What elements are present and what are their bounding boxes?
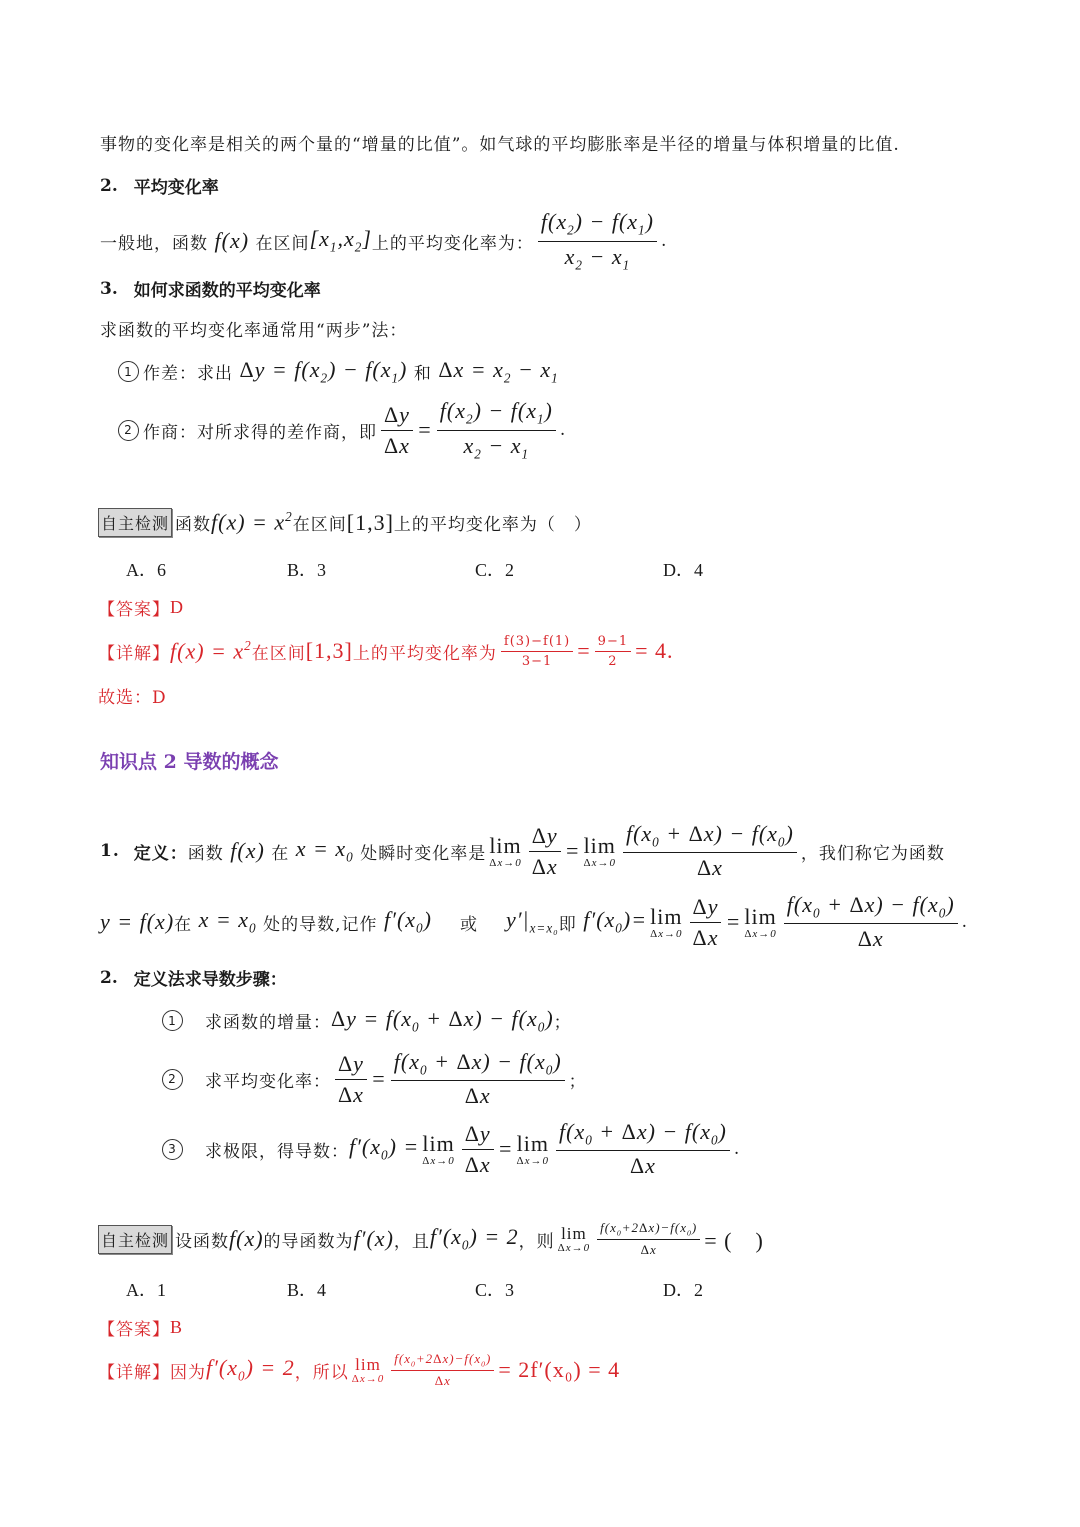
function-formula: $f(x) = x^2$ [211, 509, 293, 535]
function-formula: $f(x) = x^2$ [170, 637, 252, 664]
interval: [1,3] [305, 638, 353, 663]
function-formula: y = f(x) [100, 909, 175, 934]
text: 或 [459, 914, 478, 935]
derivative-value: $f'(x_0) = 2$ [429, 1224, 519, 1253]
quiz-2-option-c[interactable]: C．3 [475, 1280, 515, 1300]
dy-dx-fraction: $\frac{\Delta y}{\Delta x}$ [335, 1051, 367, 1108]
limit-operator: lim Δx→0 [422, 1131, 455, 1167]
answer-value: B [170, 1317, 184, 1337]
detail-label: 【详解】 [98, 643, 170, 664]
text: 函数 [175, 515, 212, 535]
text: 因为 [170, 1362, 206, 1383]
answer-label: 【答案】 [98, 1320, 170, 1340]
limit-operator: lim Δx→0 [351, 1355, 385, 1385]
section-number: 2. [100, 967, 118, 988]
answer-label: 【答案】 [98, 600, 170, 620]
quotient-fraction: $\frac{f(x_2) - f(x_1)}{x_2 - x_1}$ [437, 398, 556, 462]
detail-result: = 2f′(x₀) = 4 [498, 1357, 621, 1382]
quiz-1-option-b[interactable]: B．3 [287, 560, 327, 580]
dy-dx-fraction: $\frac{\Delta y}{\Delta x}$ [381, 402, 413, 459]
interval: [1,3] [346, 509, 394, 535]
quiz-2-option-b[interactable]: B．4 [287, 1280, 327, 1300]
step-quotient: 2 作商：对所求得的差作商，即 $\frac{\Delta y}{\Delta x}$ = $\frac{f(x_2) - f(x_1)}{x_2 - x_1}$ . [118, 400, 566, 460]
intro-text: 事物的变化率是相关的两个量的“增量的比值”。如气球的平均膨胀率是半径的增量与体积增量的比值. [100, 135, 900, 155]
derivative-definition-line-1: 1. 定义： 函数 f(x) 在 $x = x_0$ 处瞬时变化率是 lim Δx→0 $\frac{\Delta y}{\Delta x}$ = lim Δx→0 $\frac{f(x_0 + \Delta x) - f(x_0)}{\Delta x}$ ，我们称它为函数 [100, 820, 945, 881]
text: 在 [174, 914, 193, 935]
step-label: 作商：对所求得的差作商，即 [143, 422, 377, 443]
function-symbol: f(x) [208, 228, 256, 253]
text: ，所以 [294, 1362, 349, 1383]
quiz-1-question [98, 508, 592, 537]
text: 设函数 [175, 1231, 230, 1252]
dy-dx-fraction: $\frac{\Delta y}{\Delta x}$ [462, 1121, 494, 1178]
section-title: 平均变化率 [133, 178, 219, 198]
derivative-function: f′(x) [353, 1226, 394, 1251]
derivative-step-3: 3 求极限，得导数： $f'(x_0)$ = lim Δx→0 $\frac{\Delta y}{\Delta x}$ = lim Δx→0 $\frac{f(x_0 + \Delta x) - f(x_0)}{\Delta x}$ . [162, 1120, 740, 1178]
section-title: 定义法求导数步骤： [133, 970, 287, 990]
limit-operator: lim Δx→0 [650, 904, 683, 940]
difference-quotient: $\frac{f(x_0 + \Delta x) - f(x_0)}{\Delta x}$ [623, 821, 797, 881]
difference-quotient: $\frac{f(x_0 + \Delta x) - f(x_0)}{\Delta x}$ [556, 1119, 730, 1179]
quiz-2-question [98, 1220, 764, 1258]
rate-fraction: $\frac{f(3)-f(1)}{3-1}$ [501, 634, 573, 669]
derivative-symbol: $f'(x_0)$ [377, 907, 432, 936]
text: ，且 [393, 1231, 430, 1252]
knowledge-point-2-title: 知识点 2 导数的概念 [100, 751, 279, 773]
limit-operator: lim Δx→0 [516, 1131, 549, 1167]
function-symbol: f(x) [223, 838, 272, 863]
derivative-symbol: $f'(x_0)=$ [576, 907, 648, 936]
limit-fraction: $\frac{f(x_0+2\Delta x)-f(x_0)}{\Delta x}$ [597, 1220, 700, 1259]
limit-fraction: $\frac{f(x_0+2\Delta x)-f(x_0)}{\Delta x}$ [391, 1351, 494, 1390]
text: 在区间 [251, 643, 306, 664]
derivative-steps-heading [100, 965, 287, 990]
point-formula: $x = x_0$ [289, 836, 354, 865]
step-label: 求函数的增量： [205, 1013, 331, 1034]
quiz-1-option-d[interactable]: D．4 [663, 560, 703, 580]
limit-operator: lim Δx→0 [744, 904, 777, 940]
derivative-step-2: 2 求平均变化率： $\frac{\Delta y}{\Delta x}$ = $\frac{f(x_0 + \Delta x) - f(x_0)}{\Delta x}$ ； [162, 1050, 587, 1108]
text: 上的平均变化率为 [352, 643, 497, 664]
section-number: 1. [100, 841, 120, 861]
text: 在区间 [292, 515, 347, 535]
quiz-2-option-a[interactable]: A．1 [126, 1280, 166, 1300]
text: 处瞬时变化率是 [360, 843, 487, 864]
text: ，我们称它为函数 [800, 843, 945, 864]
text: 上的平均变化率为： [371, 233, 534, 254]
quiz-1-conclusion: 故选：D [98, 688, 167, 708]
section-number: 2. [100, 175, 118, 196]
derivative-symbol: $f'(x_0)$ = [349, 1134, 420, 1163]
dy-dx-fraction: $\frac{\Delta y}{\Delta x}$ [529, 823, 561, 880]
text: 处的导数,记作 [263, 914, 378, 935]
conjunction: 和 [413, 364, 432, 385]
limit-operator: lim Δx→0 [489, 833, 522, 869]
derivative-alt-symbol: $y'|_{x=x_0}$ [505, 907, 559, 936]
two-step-intro: 求函数的平均变化率通常用“两步”法： [100, 321, 408, 341]
detail-result: = 4. [635, 638, 674, 663]
difference-quotient: $\frac{f(x_0 + \Delta x) - f(x_0)}{\Delta x}$ [784, 892, 958, 952]
text: 即 [558, 914, 577, 935]
circled-two-icon: 2 [162, 1069, 183, 1090]
dy-dx-fraction: $\frac{\Delta y}{\Delta x}$ [690, 894, 722, 951]
increment-formula: $\Delta y = f(x_0 + \Delta x) - f(x_0)$ [331, 1006, 554, 1035]
text: = ( ) [704, 1227, 764, 1253]
text: 的导函数为 [263, 1231, 354, 1252]
text: ，则 [518, 1231, 555, 1252]
section-3-heading [100, 276, 321, 301]
step-label: 求极限，得导数： [205, 1141, 349, 1162]
difference-quotient: $\frac{f(x_0 + \Delta x) - f(x_0)}{\Delta x}$ [391, 1049, 565, 1109]
quiz-2-option-d[interactable]: D．2 [663, 1280, 703, 1300]
circled-one-icon: 1 [118, 361, 139, 382]
average-rate-fraction: $\frac{f(x_2) - f(x_1)}{x_2 - x_1}$ [538, 209, 657, 273]
self-check-badge: 自主检测 [98, 508, 172, 537]
derivative-definition-line-2: y = f(x) 在 $x = x_0$ 处的导数,记作 $f'(x_0)$ 或 $y'|_{x=x_0}$ 即 $f'(x_0)=$ lim Δx→0 $\frac{\Delta y}{\Delta x}$ = lim Δx→0 $\frac{f(x_0 + \Delta x) - f(x_0)}{\Delta x}$ . [100, 891, 969, 952]
section-number: 3. [100, 278, 118, 299]
point-formula: $x = x_0$ [192, 907, 257, 936]
function-symbol: f(x) [229, 1226, 264, 1251]
text: 上的平均变化率为（ ） [393, 515, 592, 535]
delta-x-formula: $\Delta x = x_2 - x_1$ [438, 357, 559, 386]
derivative-value: $f'(x_0) = 2$ [206, 1355, 295, 1384]
answer-value: D [170, 597, 184, 617]
delta-y-formula: $\Delta y = f(x_2) - f(x_1)$ [239, 357, 414, 386]
detail-label: 【详解】 [98, 1362, 170, 1383]
definition-title: 定义： [133, 843, 188, 864]
quiz-1-detail: 【详解】 $f(x) = x^2$ 在区间 [1,3] 上的平均变化率为 $\frac{f(3)-f(1)}{3-1}$ = $\frac{9-1}{2}$ = 4. [98, 633, 674, 669]
text: 在区间 [255, 233, 310, 254]
self-check-badge: 自主检测 [98, 1225, 172, 1254]
step-label: 求平均变化率： [205, 1071, 331, 1092]
section-2-heading [100, 173, 219, 198]
quiz-1-answer [98, 595, 184, 620]
average-rate-definition: 一般地，函数 f(x) 在区间 $[x_1,x_2]$ 上的平均变化率为： $\frac{f(x_2) - f(x_1)}{x_2 - x_1}$ . [100, 209, 668, 272]
interval-formula: $[x_1,x_2]$ [309, 226, 372, 255]
text: 一般地，函数 [100, 233, 208, 254]
derivative-step-1: 1 求函数的增量： $\Delta y = f(x_0 + \Delta x) - f(x_0)$ ； [162, 1006, 572, 1035]
quiz-2-answer [98, 1315, 183, 1340]
value-fraction: $\frac{9-1}{2}$ [595, 634, 631, 669]
section-title: 如何求函数的平均变化率 [133, 281, 321, 301]
text: 函数 [187, 843, 224, 864]
step-difference [118, 357, 559, 386]
quiz-1-option-c[interactable]: C．2 [475, 560, 515, 580]
quiz-2-detail [98, 1350, 620, 1390]
text: 在 [271, 843, 290, 864]
limit-operator: lim Δx→0 [557, 1224, 591, 1254]
step-label: 作差：求出 [143, 364, 233, 385]
limit-operator: lim Δx→0 [583, 833, 616, 869]
circled-two-icon: 2 [118, 420, 139, 441]
circled-one-icon: 1 [162, 1010, 183, 1031]
quiz-1-option-a[interactable]: A．6 [126, 560, 166, 580]
circled-three-icon: 3 [162, 1139, 183, 1160]
